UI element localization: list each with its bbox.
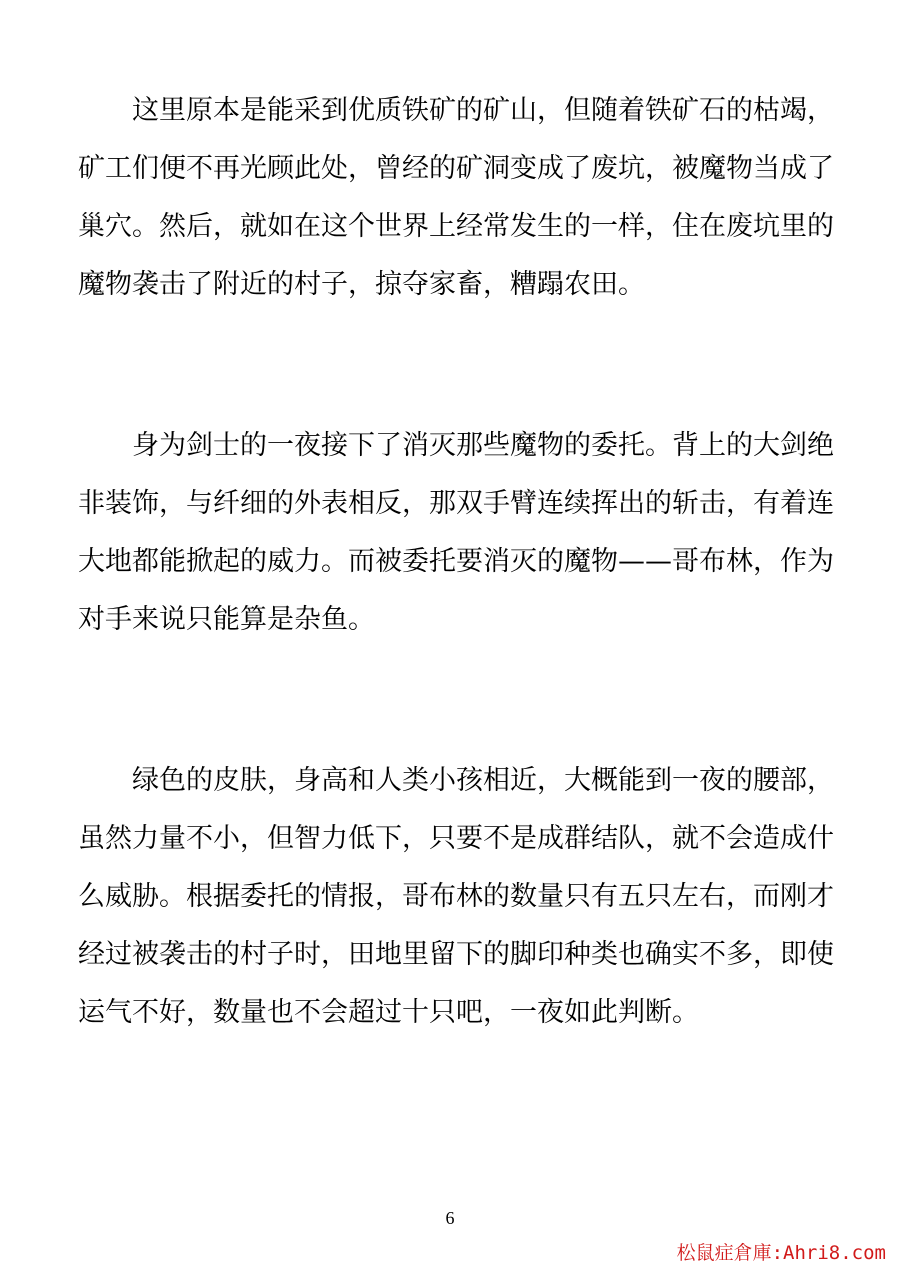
paragraph-line: 这里原本是能采到优质铁矿的矿山，但随着铁矿石的枯竭， xyxy=(132,95,834,126)
watermark-text: 松鼠症倉庫:Ahri8.com xyxy=(676,1242,886,1264)
paragraph-line: 绿色的皮肤，身高和人类小孩相近，大概能到一夜的腰部， xyxy=(132,765,834,796)
paragraph-line: 对手来说只能算是杂鱼。 xyxy=(78,604,375,635)
paragraph-line: 大地都能掀起的威力。而被委托要消灭的魔物——哥布林，作为 xyxy=(78,546,834,577)
paragraph-1 xyxy=(78,82,838,314)
paragraph-line: 魔物袭击了附近的村子，掠夺家畜，糟蹋农田。 xyxy=(78,269,645,300)
paragraph-line: 虽然力量不小，但智力低下，只要不是成群结队，就不会造成什 xyxy=(78,823,834,854)
paragraph-line: 身为剑士的一夜接下了消灭那些魔物的委托。背上的大剑绝 xyxy=(132,430,834,461)
paragraph-line: 非装饰，与纤细的外表相反，那双手臂连续挥出的斩击，有着连 xyxy=(78,488,834,519)
paragraph-3 xyxy=(78,752,838,1042)
paragraph-line: 么威胁。根据委托的情报，哥布林的数量只有五只左右，而刚才 xyxy=(78,881,834,912)
paragraph-line: 巢穴。然后，就如在这个世界上经常发生的一样，住在废坑里的 xyxy=(78,211,834,242)
page-number: 6 xyxy=(445,1208,455,1228)
paragraph-line: 经过被袭击的村子时，田地里留下的脚印种类也确实不多，即使 xyxy=(78,939,834,970)
paragraph-line: 矿工们便不再光顾此处，曾经的矿洞变成了废坑，被魔物当成了 xyxy=(78,153,834,184)
paragraph-2 xyxy=(78,417,838,649)
paragraph-line: 运气不好，数量也不会超过十只吧，一夜如此判断。 xyxy=(78,997,699,1028)
